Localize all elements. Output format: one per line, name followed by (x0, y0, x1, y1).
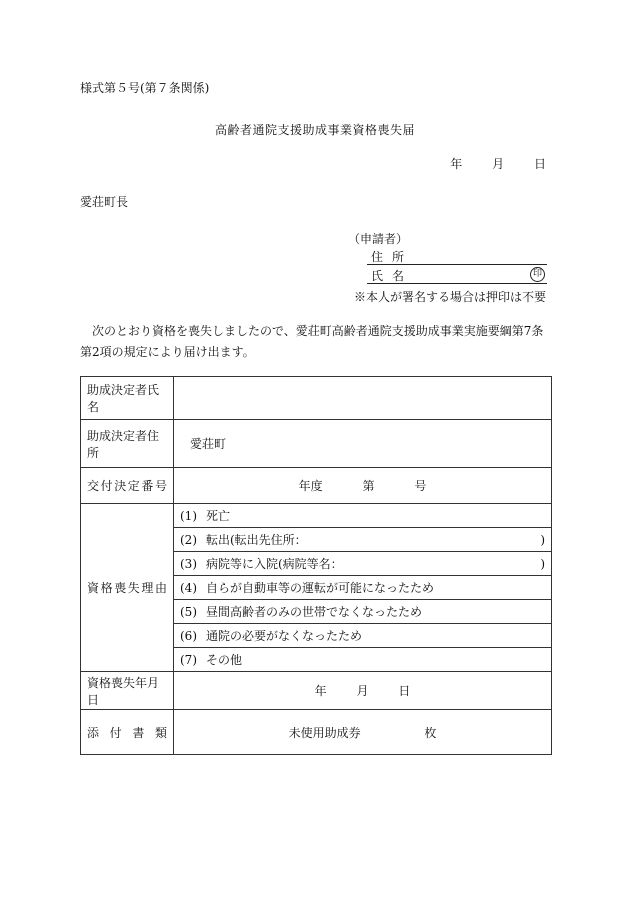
decision-year: 年度 (298, 479, 323, 493)
applicant-label: （申請者） (348, 232, 409, 246)
reason-text: 通院の必要がなくなったため (206, 629, 363, 643)
loss-year: 年 (314, 684, 327, 698)
addressee: 愛荘町長 (80, 195, 129, 209)
seal-icon: 印 (530, 267, 545, 282)
table-row (81, 468, 552, 504)
form-number: 様式第５号(第７条関係) (80, 81, 210, 95)
date-year: 年 (450, 157, 463, 171)
reason-no: (2) (180, 532, 197, 547)
recipient-name-field[interactable] (174, 377, 552, 420)
reason-label (81, 504, 174, 672)
reason-close: ) (540, 556, 545, 571)
reason-text: 転出(転出先住所： (206, 533, 307, 547)
body-text: 次のとおり資格を喪失しましたので、愛荘町高齢者通院支援助成事業実施要綱第7条第2項の規定により届け出ます。 (80, 324, 544, 359)
label-char: 理 (141, 581, 154, 595)
label-char: 号 (154, 479, 167, 493)
decision-number-label (81, 468, 174, 504)
reason-option-6[interactable] (174, 624, 552, 648)
label-char: 定 (127, 479, 140, 493)
recipient-address-value: 愛荘町 (190, 437, 227, 451)
address-label: 住所 (371, 250, 414, 264)
reason-no: (3) (180, 556, 197, 571)
reason-option-4[interactable] (174, 576, 552, 600)
reason-option-5[interactable] (174, 600, 552, 624)
loss-day: 日 (398, 684, 411, 698)
reason-option-2[interactable] (174, 528, 552, 552)
table-row (81, 710, 552, 755)
reason-no: (4) (180, 580, 197, 595)
date-month: 月 (492, 157, 505, 171)
main-table (80, 376, 552, 755)
label-char: 番 (141, 479, 154, 493)
attachment-label-text (87, 724, 167, 741)
recipient-address-label: 助成決定者住所 (81, 420, 174, 468)
attachment-text: 未使用助成券 (288, 725, 361, 740)
label-char: 交 (87, 479, 100, 493)
signature-note: ※本人が署名する場合は押印は不要 (353, 290, 546, 304)
reason-no: (6) (180, 628, 197, 643)
attachment-unit: 枚 (424, 725, 437, 740)
label-char: 書 (132, 725, 145, 740)
recipient-address-field[interactable] (174, 420, 552, 468)
decision-no: 第 (362, 479, 375, 493)
reason-text: 昼間高齢者のみの世帯でなくなったため (206, 605, 423, 619)
reason-no: (7) (180, 652, 197, 667)
label-char: 決 (114, 479, 127, 493)
label-char: 付 (100, 479, 113, 493)
attachment-label (81, 710, 174, 755)
label-char: 由 (154, 581, 167, 595)
recipient-name-label: 助成決定者氏名 (81, 377, 174, 420)
loss-date-field[interactable] (174, 672, 552, 710)
reason-text: 自らが自動車等の運転が可能になったため (206, 581, 435, 595)
reason-option-3[interactable] (174, 552, 552, 576)
decision-number-field[interactable] (174, 468, 552, 504)
document-title: 高齢者通院支援助成事業資格喪失届 (214, 123, 415, 137)
reason-option-7[interactable] (174, 648, 552, 672)
date-day: 日 (533, 157, 546, 171)
label-char: 失 (127, 581, 140, 595)
reason-text: その他 (206, 653, 243, 667)
applicant-name-field[interactable] (367, 267, 547, 284)
attachment-field[interactable] (174, 710, 552, 755)
reason-no: (5) (180, 604, 197, 619)
table-row (81, 420, 552, 468)
label-char: 格 (100, 581, 113, 595)
label-char: 添 (87, 725, 100, 740)
reason-close: ) (540, 532, 545, 547)
loss-date-label: 資格喪失年月日 (81, 672, 174, 710)
table-row (81, 672, 552, 710)
label-char: 喪 (114, 581, 127, 595)
decision-suffix: 号 (414, 479, 427, 493)
label-char: 資 (87, 581, 100, 595)
label-char: 類 (154, 725, 167, 740)
reason-text: 病院等に入院(病院等名： (206, 557, 343, 571)
table-row (81, 504, 552, 528)
reason-no: (1) (180, 508, 197, 523)
name-label: 氏名 (371, 269, 414, 283)
applicant-address-field[interactable] (367, 248, 547, 265)
loss-month: 月 (356, 684, 369, 698)
reason-label-text (87, 579, 167, 596)
reason-text: 死亡 (206, 509, 231, 523)
label-char: 付 (109, 725, 122, 740)
submission-date (450, 155, 546, 172)
decision-number-label-text (87, 477, 167, 494)
table-row (81, 377, 552, 420)
reason-option-1[interactable] (174, 504, 552, 528)
